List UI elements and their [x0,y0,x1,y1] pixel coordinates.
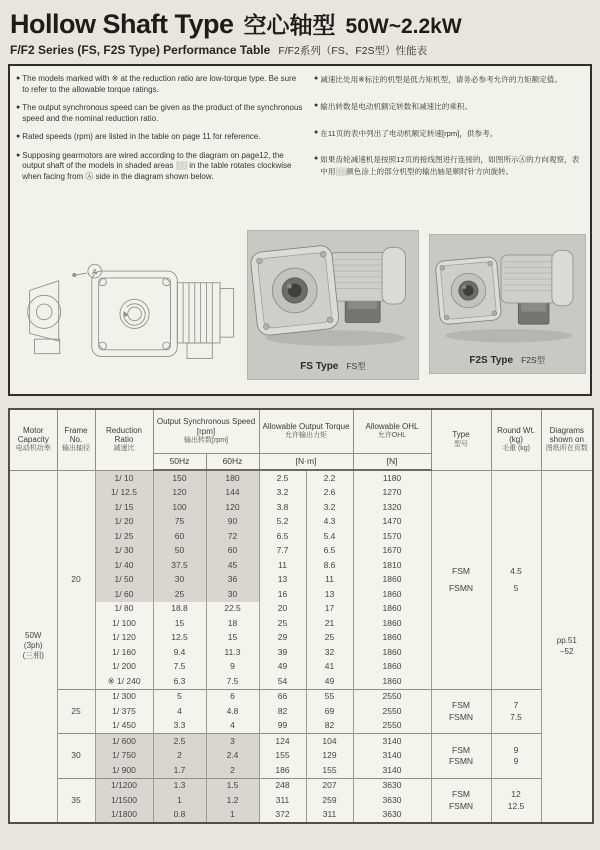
torque-60hz-cell: 311 [306,808,353,824]
speed-50hz-cell: 2 [153,749,206,764]
reduction-ratio-cell: 1/ 30 [95,544,153,559]
ohl-cell: 1860 [353,573,431,588]
torque-60hz-cell: 55 [306,689,353,704]
torque-50hz-cell: 7.7 [259,544,306,559]
note-item [16,74,304,95]
speed-60hz-cell: 1 [206,808,259,824]
torque-60hz-cell: 17 [306,602,353,617]
header-label-cn: 毛重 (kg) [502,445,531,453]
gear-head [435,256,502,324]
bullet-icon: ● [314,155,319,163]
header-label: Motor Capacity [17,425,49,445]
torque-50hz-cell: 248 [259,778,306,793]
header-label: Allowable OHL [365,421,419,431]
speed-50hz-cell: 18.8 [153,602,206,617]
header-label-cn: 输出轴径 [62,445,90,453]
speed-50hz-cell: 150 [153,470,206,486]
torque-60hz-cell: 4.3 [306,515,353,530]
notes-and-figures-box [8,64,592,396]
speed-50hz-cell: 1.3 [153,778,206,793]
fs-caption [248,356,417,374]
subtitle-line [10,43,590,58]
table-row [9,778,593,793]
ohl-cell: 1860 [353,631,431,646]
speed-50hz-cell: 50 [153,544,206,559]
speed-60hz-cell: 1.2 [206,793,259,808]
ohl-cell: 1180 [353,470,431,486]
header-label: Reduction Ratio [105,425,143,445]
bullet-icon: ● [314,101,319,109]
header-label: Diagrams shown on [549,425,584,445]
weight-cell: 4.5 5 [491,470,541,689]
speed-50hz-cell: 3.3 [153,719,206,734]
reduction-ratio-cell: 1/ 375 [95,704,153,719]
frame-no-cell: 35 [57,778,95,823]
ohl-cell: 2550 [353,689,431,704]
motor-capacity-cell: 50W (3ph) (三相) [9,470,57,823]
speed-60hz-cell: 60 [206,544,259,559]
col-header-output-torque [259,409,353,453]
speed-50hz-cell: 60 [153,529,206,544]
speed-50hz-cell: 37.5 [153,558,206,573]
notes-chinese [314,74,584,193]
speed-50hz-cell: 75 [153,515,206,530]
subtitle-chinese: F/F2系列（FS、F2S型）性能表 [278,45,428,57]
note-text: 输出转数是电动机额定转数和减速比的乘积。 [320,101,473,111]
speed-60hz-cell: 120 [206,500,259,515]
header-label: Type [452,430,470,440]
f2s-caption-cn: F2S型 [521,355,546,365]
speed-50hz-cell: 7.5 [153,660,206,675]
col-header-type [431,409,491,470]
speed-60hz-cell: 9 [206,660,259,675]
ohl-cell: 1810 [353,558,431,573]
speed-50hz-cell: 9.4 [153,645,206,660]
type-cell: FSM FSMN [431,470,491,689]
header-label-cn: 电动机功率 [15,445,51,453]
torque-60hz-cell: 82 [306,719,353,734]
speed-50hz-cell: 6.3 [153,674,206,689]
note-item [314,74,584,86]
ohl-cell: 3140 [353,763,431,778]
torque-60hz-cell: 21 [306,616,353,631]
bullet-icon: ● [16,133,21,141]
speed-50hz-cell: 1.7 [153,763,206,778]
f2s-caption-en: F2S Type [469,355,514,366]
diagrams-cell: pp.51 –52 [541,470,593,823]
weight-cell: 9 9 [491,734,541,779]
torque-60hz-cell: 3.2 [306,500,353,515]
reduction-ratio-cell: 1/ 10 [95,470,153,486]
speed-60hz-cell: 144 [206,486,259,501]
fs-photo-frame [247,230,418,380]
reduction-ratio-cell: 1/ 15 [95,500,153,515]
reduction-ratio-cell: 1/ 20 [95,515,153,530]
reduction-ratio-cell: 1/ 60 [95,587,153,602]
speed-60hz-cell: 72 [206,529,259,544]
torque-60hz-cell: 2.2 [306,470,353,486]
torque-50hz-cell: 99 [259,719,306,734]
frame-no-cell: 30 [57,734,95,779]
torque-50hz-cell: 25 [259,616,306,631]
torque-60hz-cell: 8.6 [306,558,353,573]
ohl-cell: 1270 [353,486,431,501]
ohl-cell: 3630 [353,808,431,824]
ohl-cell: 1320 [353,500,431,515]
torque-50hz-cell: 16 [259,587,306,602]
reduction-ratio-cell: 1/ 200 [95,660,153,675]
ohl-cell: 1860 [353,645,431,660]
torque-60hz-cell: 155 [306,763,353,778]
speed-60hz-cell: 45 [206,558,259,573]
ohl-cell: 3140 [353,734,431,749]
torque-50hz-cell: 13 [259,573,306,588]
torque-50hz-cell: 39 [259,645,306,660]
gearhead-end-view [28,281,61,354]
bullet-icon: ● [314,75,319,82]
note-item [314,128,584,140]
torque-60hz-cell: 25 [306,631,353,646]
speed-60hz-cell: 7.5 [206,674,259,689]
torque-50hz-cell: 3.2 [259,486,306,501]
type-cell: FSM FSMN [431,778,491,823]
note-item [16,103,304,124]
reduction-ratio-cell: 1/ 50 [95,573,153,588]
page-title: Hollow Shaft Type [10,9,234,39]
reduction-ratio-cell: 1/1800 [95,808,153,824]
torque-50hz-cell: 6.5 [259,529,306,544]
frame-no-cell: 20 [57,470,95,689]
speed-60hz-cell: 4.8 [206,704,259,719]
ohl-cell: 1570 [353,529,431,544]
reduction-ratio-cell: 1/ 600 [95,734,153,749]
col-header-round-weight [491,409,541,470]
col-header-motor-capacity [9,409,57,470]
speed-60hz-cell: 3 [206,734,259,749]
note-text: The models marked with ※ at the reduction ratio are low-torque type. Be sure to refer to the allowable torque ratings. [22,74,297,94]
speed-50hz-cell: 4 [153,704,206,719]
power-range: 50W~2.2kW [345,15,462,38]
reduction-ratio-cell: 1/1500 [95,793,153,808]
torque-50hz-cell: 372 [259,808,306,824]
torque-60hz-cell: 104 [306,734,353,749]
note-item [314,154,584,178]
torque-50hz-cell: 82 [259,704,306,719]
header-label: Frame No. [64,425,88,445]
gearmotor-front-view [92,271,234,358]
ohl-cell: 1860 [353,660,431,675]
col-header-ohl-unit: [N] [353,453,431,470]
ohl-cell: 2550 [353,719,431,734]
bullet-icon: ● [314,128,319,136]
torque-60hz-cell: 6.5 [306,544,353,559]
speed-60hz-cell: 90 [206,515,259,530]
speed-60hz-cell: 6 [206,689,259,704]
note-item [314,101,584,113]
reduction-ratio-cell: ※ 1/ 240 [95,674,153,689]
fs-caption-en: FS Type [300,361,339,372]
reduction-ratio-cell: 1/ 300 [95,689,153,704]
f2s-caption [430,350,585,368]
torque-50hz-cell: 3.8 [259,500,306,515]
torque-60hz-cell: 49 [306,674,353,689]
speed-60hz-cell: 2 [206,763,259,778]
torque-60hz-cell: 207 [306,778,353,793]
header-label-cn: 允许输出力矩 [285,432,328,440]
torque-60hz-cell: 13 [306,587,353,602]
ohl-cell: 3140 [353,749,431,764]
outline-diagram [16,230,241,386]
performance-table [8,408,594,824]
note-text: The output synchronous speed can be given as the product of the synchronous speed and the nominal reduction ratio. [22,103,303,123]
reduction-ratio-cell: 1/ 100 [95,616,153,631]
reduction-ratio-cell: 1/ 450 [95,719,153,734]
bullet-icon: ● [16,75,21,82]
ohl-cell: 1860 [353,616,431,631]
reduction-ratio-cell: 1/1200 [95,778,153,793]
performance-table-header [9,409,593,470]
speed-60hz-cell: 30 [206,587,259,602]
note-text: 减速比处用※标注的机型是低力矩机型，请务必参考允许的力矩额定值。 [320,75,562,84]
speed-50hz-cell: 2.5 [153,734,206,749]
speed-60hz-cell: 15 [206,631,259,646]
torque-60hz-cell: 11 [306,573,353,588]
ohl-cell: 2550 [353,704,431,719]
f2s-photo-frame [429,234,586,374]
note-text: Supposing gearmotors are wired according to the diagram on page12, the output shaft of the models in shaded areas ░░ in the table rotates clockwise when facing from Ⓐ side in the diagram shown below. [22,150,292,181]
torque-60hz-cell: 129 [306,749,353,764]
reduction-ratio-cell: 1/ 900 [95,763,153,778]
torque-50hz-cell: 29 [259,631,306,646]
torque-50hz-cell: 2.5 [259,470,306,486]
bullet-icon: ● [16,151,21,159]
weight-cell: 7 7.5 [491,689,541,734]
speed-60hz-cell: 36 [206,573,259,588]
reduction-ratio-cell: 1/ 160 [95,645,153,660]
speed-50hz-cell: 5 [153,689,206,704]
gear-head [250,245,340,337]
note-text: 如果齿轮减速机是按照12页的接线图进行连接的，如图所示Ⓐ的方向观察，表中用░░颜色涂上的部分机型的输出轴是顺时针方向旋转。 [320,155,580,177]
ohl-cell: 3630 [353,793,431,808]
torque-60hz-cell: 259 [306,793,353,808]
note-item [16,132,304,143]
speed-60hz-cell: 11.3 [206,645,259,660]
torque-50hz-cell: 11 [259,558,306,573]
col-header-frame-no [57,409,95,470]
subtitle: F/F2 Series (FS, F2S Type) Performance Table [10,43,271,57]
bullet-icon: ● [16,104,21,112]
reduction-ratio-cell: 1/ 12.5 [95,486,153,501]
torque-50hz-cell: 66 [259,689,306,704]
torque-60hz-cell: 2.6 [306,486,353,501]
torque-50hz-cell: 20 [259,602,306,617]
torque-50hz-cell: 49 [259,660,306,675]
col-header-ohl [353,409,431,453]
torque-60hz-cell: 32 [306,645,353,660]
reduction-ratio-cell: 1/ 120 [95,631,153,646]
reduction-ratio-cell: 1/ 25 [95,529,153,544]
torque-60hz-cell: 41 [306,660,353,675]
speed-60hz-cell: 2.4 [206,749,259,764]
speed-50hz-cell: 0.8 [153,808,206,824]
header-label: Allowable Output Torque [262,421,350,431]
header-label: Output Synchronous Speed [rpm] [156,417,256,436]
header-label-cn: 输出转数[rpm] [184,436,228,444]
torque-50hz-cell: 155 [259,749,306,764]
speed-50hz-cell: 25 [153,587,206,602]
speed-50hz-cell: 15 [153,616,206,631]
ohl-cell: 1860 [353,602,431,617]
notes-section [10,66,590,193]
ohl-cell: 1470 [353,515,431,530]
a-side-marker [73,264,102,278]
frame-no-cell: 25 [57,689,95,734]
figures-row [16,230,586,386]
speed-60hz-cell: 22.5 [206,602,259,617]
col-header-torque-unit: [N·m] [259,453,353,470]
note-item [16,151,304,183]
fs-caption-cn: FS型 [346,361,366,371]
col-header-60hz: 60Hz [206,453,259,470]
torque-50hz-cell: 5.2 [259,515,306,530]
torque-50hz-cell: 54 [259,674,306,689]
note-text: Rated speeds (rpm) are listed in the table on page 11 for reference. [22,132,261,142]
col-header-output-speed [153,409,259,453]
torque-60hz-cell: 5.4 [306,529,353,544]
col-header-diagrams [541,409,593,470]
speed-60hz-cell: 1.5 [206,778,259,793]
notes-english [16,74,304,193]
speed-50hz-cell: 100 [153,500,206,515]
note-text: 在11页的表中列出了电动机额定转速[rpm]，供参考。 [320,128,498,138]
ohl-cell: 1860 [353,587,431,602]
speed-50hz-cell: 30 [153,573,206,588]
title-block [0,0,600,58]
header-label-cn: 减速比 [113,445,135,453]
torque-60hz-cell: 69 [306,704,353,719]
torque-50hz-cell: 186 [259,763,306,778]
table-row [9,470,593,486]
reduction-ratio-cell: 1/ 750 [95,749,153,764]
speed-60hz-cell: 4 [206,719,259,734]
weight-cell: 12 12.5 [491,778,541,823]
speed-50hz-cell: 1 [153,793,206,808]
header-label-cn: 型号 [454,440,469,448]
header-label-cn: 允许OHL [377,432,407,440]
ohl-cell: 1860 [353,674,431,689]
speed-60hz-cell: 18 [206,616,259,631]
header-label: Round Wt. (kg) [497,425,535,445]
header-label-cn: 图纸所在页数 [545,445,588,453]
torque-50hz-cell: 311 [259,793,306,808]
table-row [9,689,593,704]
page-title-chinese: 空心轴型 [243,12,336,38]
reduction-ratio-cell: 1/ 80 [95,602,153,617]
col-header-50hz: 50Hz [153,453,206,470]
speed-50hz-cell: 120 [153,486,206,501]
type-cell: FSM FSMN [431,689,491,734]
table-row [9,734,593,749]
svg-text:A: A [92,266,98,276]
reduction-ratio-cell: 1/ 40 [95,558,153,573]
ohl-cell: 3630 [353,778,431,793]
performance-table-body [9,470,593,823]
page-title-line [10,7,590,40]
torque-50hz-cell: 124 [259,734,306,749]
speed-60hz-cell: 180 [206,470,259,486]
ohl-cell: 1670 [353,544,431,559]
col-header-reduction-ratio [95,409,153,470]
type-cell: FSM FSMN [431,734,491,779]
speed-50hz-cell: 12.5 [153,631,206,646]
